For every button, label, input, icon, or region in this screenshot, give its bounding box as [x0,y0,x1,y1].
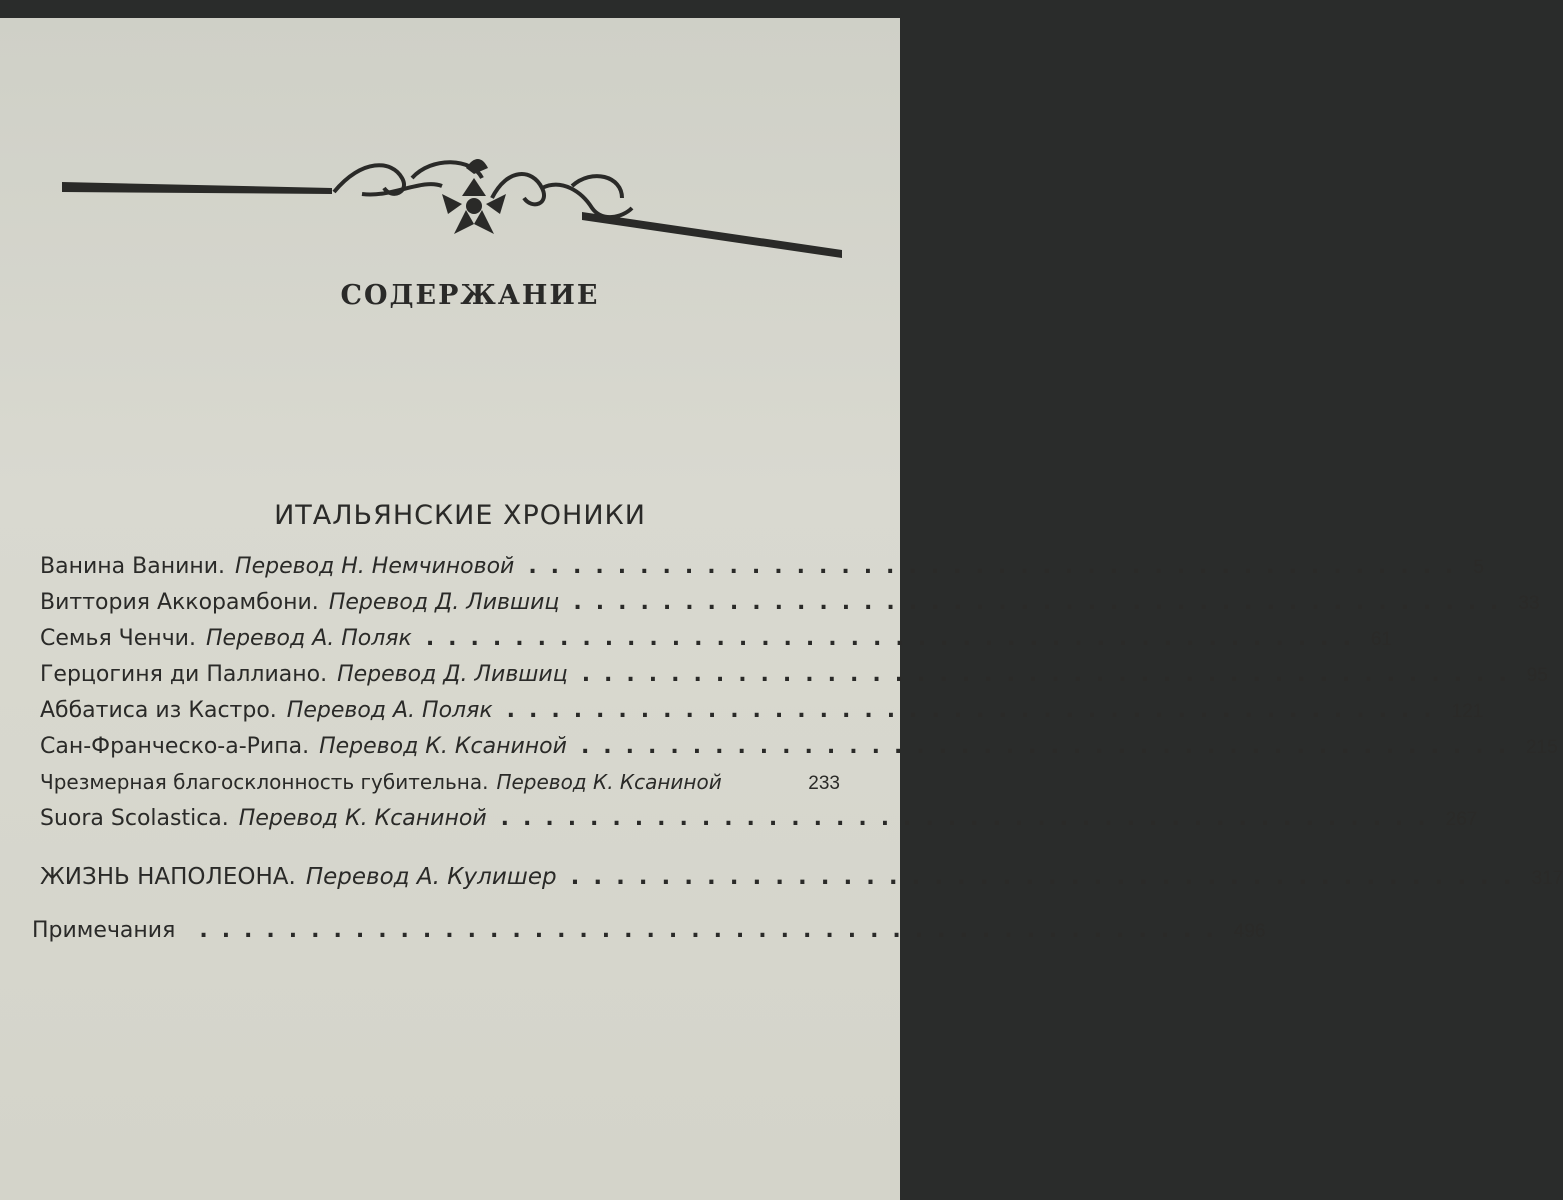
toc-entry [40,662,1548,698]
toc-entry [40,806,1478,842]
leader-dots: .......................................... [573,590,1513,615]
toc-entry-title: Виттория Аккорамбони. [40,590,319,615]
toc-entry-page: 215 [1525,737,1558,758]
toc-entry-napoleon [40,864,1563,900]
toc-entry-page: 317 [1531,868,1563,889]
toc-entry [40,698,1484,734]
toc-entry-translator: Перевод Д. Лившиц [328,590,560,615]
toc-entry-translator: Перевод К. Ксаниной [319,734,567,759]
page-title: СОДЕРЖАНИЕ [340,280,600,311]
toc-entry-title: Ванина Ванини. [40,554,226,579]
toc-entry-page: 121 [1451,701,1484,722]
toc-entry-title: Suora Scolastica. [40,806,229,831]
leader-dots: .......................................... [580,734,1520,759]
leader-dots: .......................................... [581,662,1521,687]
toc-entry-title: Семья Ченчи. [40,626,196,651]
leader-dots: .......................................... [500,806,1440,831]
toc-entry-page: 95 [1526,665,1548,686]
leader-dots: .......................................... [570,864,1526,890]
toc-entry-page: 5 [1473,557,1484,578]
toc-entry-translator: Перевод А. Поляк [205,626,412,651]
toc-entry-page: 496 [1233,921,1266,942]
leader-dots: .......................................... [528,554,1468,579]
toc-entry-title: Герцогиня ди Паллиано. [40,662,328,687]
toc-entry-title: Чрезмерная благосклонность губительна. [40,770,489,794]
toc-entry-translator: Перевод А. Кулишер [305,864,557,890]
toc-entry-translator: Перевод Д. Лившиц [337,662,568,687]
toc-entry-notes [32,918,1266,954]
toc-entry-translator: Перевод А. Поляк [286,698,493,723]
leader-dots: .......................................... [506,698,1446,723]
toc-entry-title: Примечания [32,918,176,943]
toc-entry [40,626,1392,662]
section-title: ИТАЛЬЯНСКИЕ ХРОНИКИ [274,500,646,531]
book-page [0,18,1563,1200]
toc-entry-translator: Перевод К. Ксаниной [496,770,722,794]
leader-dots: .......................................... [425,626,1365,651]
toc-entry-page: 267 [1445,809,1478,830]
toc-entry-page: 33 [1518,593,1540,614]
toc-entry [40,734,1558,770]
toc-entry [40,770,840,806]
toc-entry-translator: Перевод К. Ксаниной [238,806,487,831]
toc-entry-title: ЖИЗНЬ НАПОЛЕОНА. [40,864,296,890]
toc-entry-title: Сан-Франческо-а-Рипа. [40,734,310,759]
toc-entry [40,554,1484,590]
toc-entry [40,590,1540,626]
decorative-ornament [62,148,842,258]
toc-entry-translator: Перевод Н. Немчиновой [235,554,515,579]
toc-entry-page: 233 [808,773,840,794]
leader-dots: .............................................. [199,918,1228,943]
toc-entry-title: Аббатиса из Кастро. [40,698,277,723]
toc-entry-page: 61 [1370,629,1392,650]
